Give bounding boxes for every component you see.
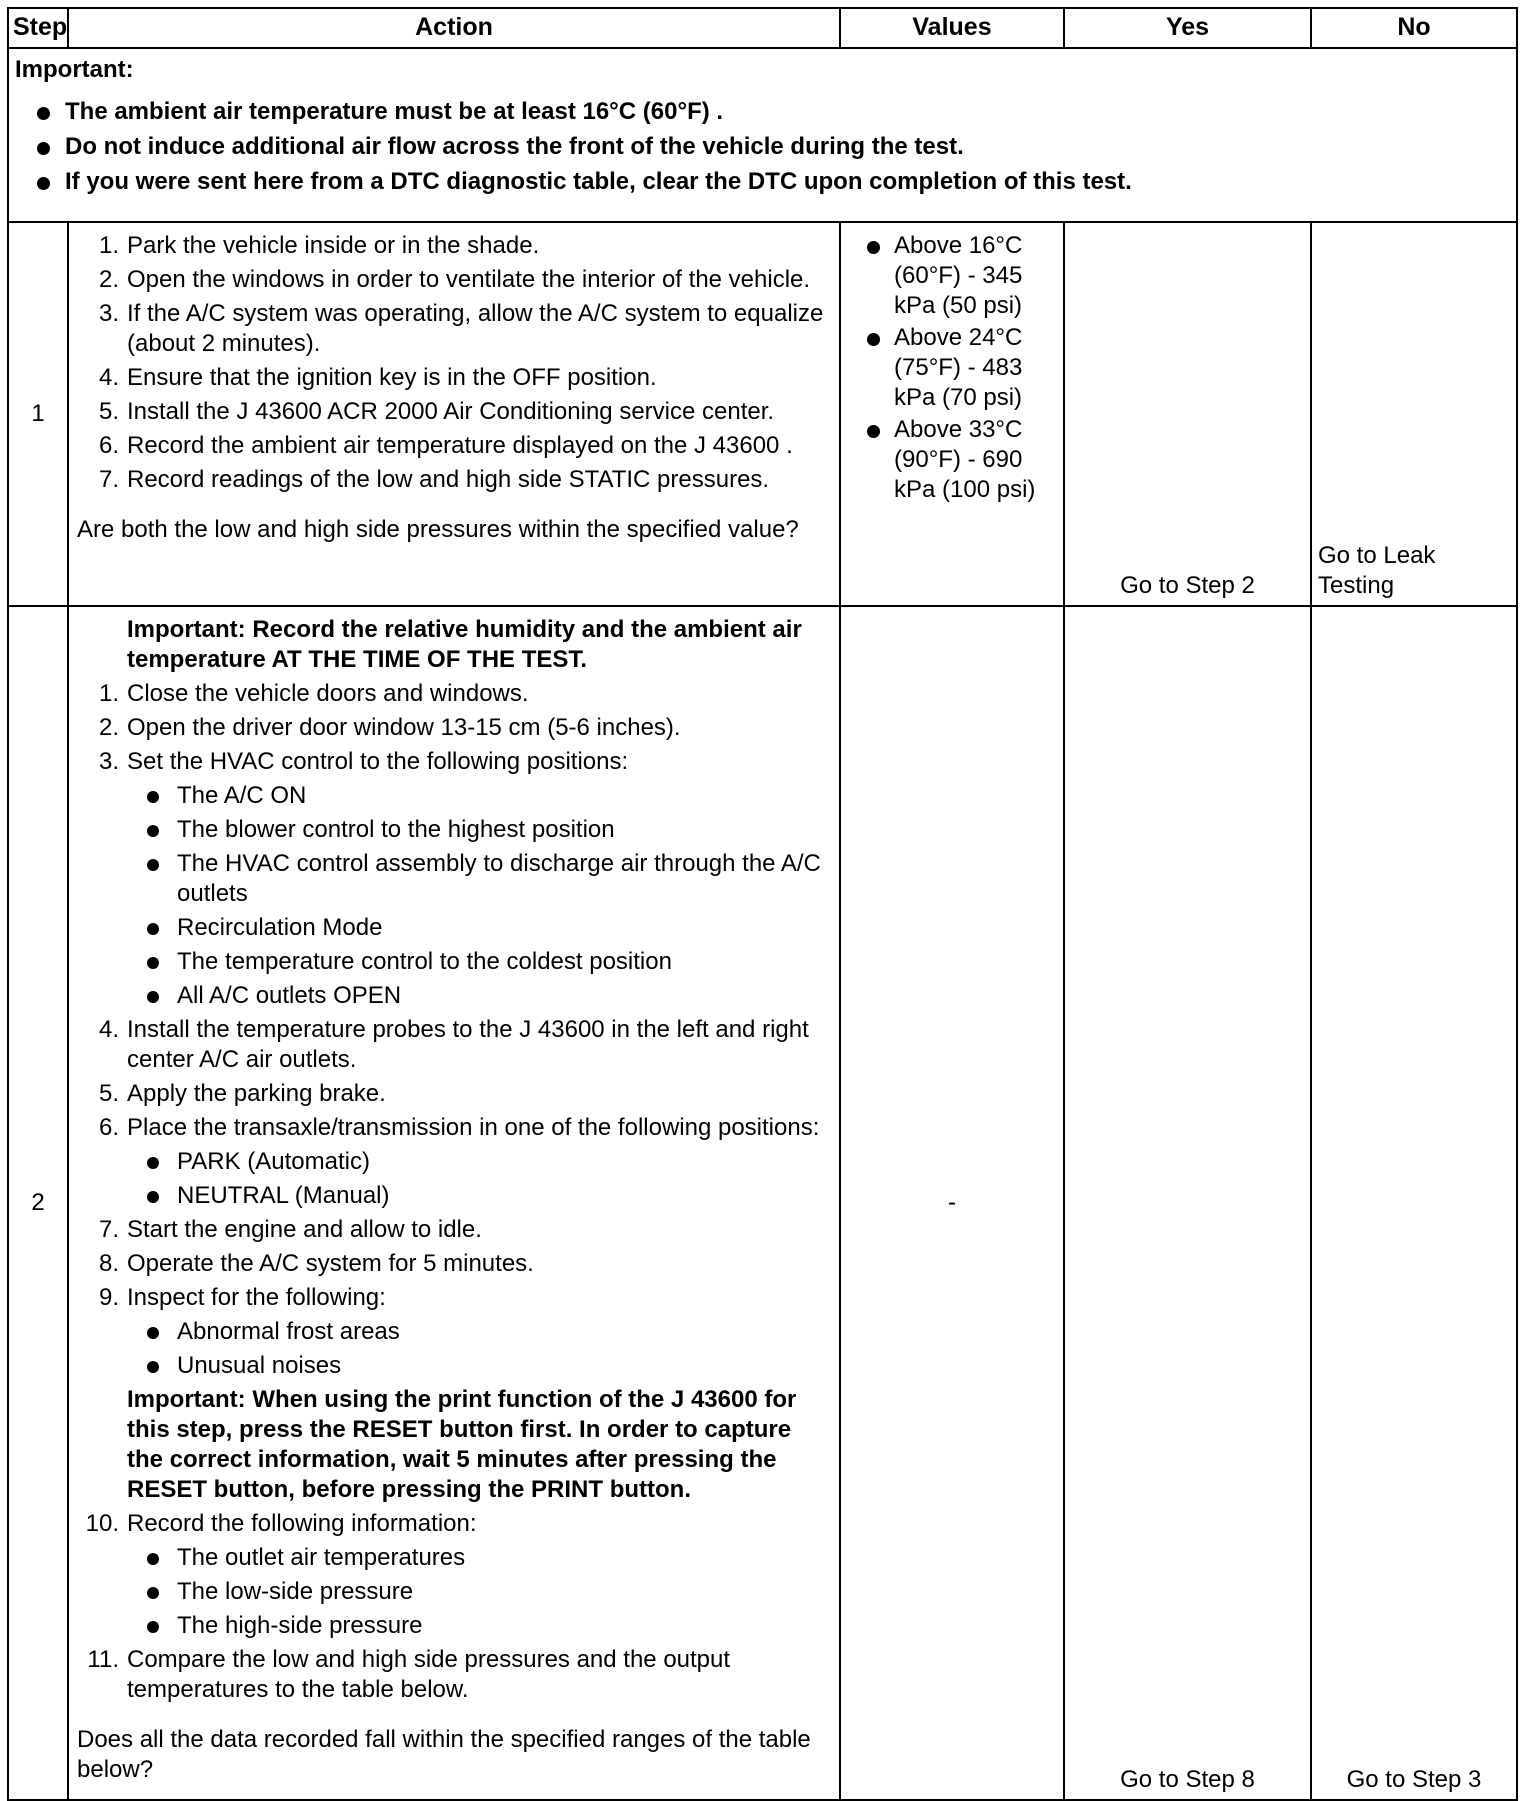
step-number: 2 bbox=[8, 606, 68, 1800]
action-item: 3. Set the HVAC control to the following positions: The A/C ON The blower control to the highest position The HVAC control assembly to discharge air through the A/C outlets Recirculation Mode The temperature control to the coldest position All A/C outlets OPEN bbox=[77, 747, 829, 1011]
header-step: Step bbox=[8, 8, 68, 48]
important-list bbox=[15, 97, 1510, 197]
action-item: 9. Inspect for the following: Abnormal frost areas Unusual noises bbox=[77, 1283, 829, 1381]
sub-item: The A/C ON bbox=[127, 781, 829, 811]
important-cell bbox=[8, 48, 1517, 222]
sub-item: PARK (Automatic) bbox=[127, 1147, 829, 1177]
important-title: Important: bbox=[15, 56, 134, 83]
step-1-values bbox=[840, 222, 1064, 606]
values-list bbox=[849, 231, 1057, 505]
step-number: 1 bbox=[8, 222, 68, 606]
important-item: The ambient air temperature must be at least 16°C (60°F) . bbox=[15, 97, 1510, 127]
important-note: Important: Record the relative humidity and the ambient air temperature AT THE TIME OF THE TEST. bbox=[127, 616, 802, 673]
step-2-question: Does all the data recorded fall within the specified ranges of the table below? bbox=[77, 1726, 811, 1783]
action-item: 5. Install the J 43600 ACR 2000 Air Conditioning service center. bbox=[98, 398, 775, 425]
header-yes: Yes bbox=[1064, 8, 1311, 48]
step-1-row bbox=[8, 222, 1517, 606]
action-item: 1. Close the vehicle doors and windows. bbox=[98, 680, 529, 707]
sub-item: The HVAC control assembly to discharge air through the A/C outlets bbox=[127, 849, 829, 909]
sub-list bbox=[127, 781, 829, 1011]
sub-list bbox=[127, 1317, 829, 1381]
step-1-action bbox=[68, 222, 840, 606]
header-values: Values bbox=[840, 8, 1064, 48]
sub-item: The outlet air temperatures bbox=[127, 1543, 829, 1573]
action-item: 1. Park the vehicle inside or in the shade. bbox=[98, 232, 540, 259]
step-2-no: Go to Step 3 bbox=[1311, 606, 1517, 1800]
sub-item: The high-side pressure bbox=[127, 1611, 829, 1641]
sub-item: The temperature control to the coldest position bbox=[127, 947, 829, 977]
action-item: 6. Record the ambient air temperature displayed on the J 43600 . bbox=[98, 432, 793, 459]
step-2-action-list-continued bbox=[77, 1509, 829, 1705]
sub-item: Unusual noises bbox=[127, 1351, 829, 1381]
action-item: 6. Place the transaxle/transmission in one of the following positions: PARK (Automatic) NEUTRAL (Manual) bbox=[77, 1113, 829, 1211]
diagnostic-table bbox=[7, 7, 1518, 1801]
step-2-yes: Go to Step 8 bbox=[1064, 606, 1311, 1800]
sub-item: Recirculation Mode bbox=[127, 913, 829, 943]
header-no: No bbox=[1311, 8, 1517, 48]
action-item: 10. Record the following information: The outlet air temperatures The low-side pressure The high-side pressure bbox=[77, 1509, 829, 1641]
important-item: Do not induce additional air flow across the front of the vehicle during the test. bbox=[15, 132, 1510, 162]
sub-list bbox=[127, 1543, 829, 1641]
sub-item: The blower control to the highest position bbox=[127, 815, 829, 845]
value-item: Above 16°C (60°F) - 345 kPa (50 psi) bbox=[849, 231, 1057, 321]
value-item: Above 33°C (90°F) - 690 kPa (100 psi) bbox=[849, 415, 1057, 505]
diagnostic-table-page bbox=[7, 7, 1516, 1793]
sub-item: All A/C outlets OPEN bbox=[127, 981, 829, 1011]
important-row bbox=[8, 48, 1517, 222]
step-1-question: Are both the low and high side pressures within the specified value? bbox=[77, 516, 799, 543]
step-2-values: - bbox=[840, 606, 1064, 1800]
sub-item: Abnormal frost areas bbox=[127, 1317, 829, 1347]
header-action: Action bbox=[68, 8, 840, 48]
sub-list bbox=[127, 1147, 829, 1211]
important-note: Important: When using the print function of the J 43600 for this step, press the RESET button first. In order to capture the correct information, wait 5 minutes after pressing the RESET button, before pressing the PRINT button. bbox=[127, 1386, 797, 1503]
step-1-no: Go to Leak Testing bbox=[1311, 222, 1517, 606]
action-item: 11. Compare the low and high side pressures and the output temperatures to the table below. bbox=[87, 1646, 731, 1703]
important-item: If you were sent here from a DTC diagnostic table, clear the DTC upon completion of this test. bbox=[15, 167, 1510, 197]
action-item: 4. Ensure that the ignition key is in the OFF position. bbox=[98, 364, 657, 391]
action-item: 7. Start the engine and allow to idle. bbox=[98, 1216, 482, 1243]
action-item: 5. Apply the parking brake. bbox=[98, 1080, 386, 1107]
action-item: 2. Open the driver door window 13-15 cm (5-6 inches). bbox=[98, 714, 681, 741]
step-2-row bbox=[8, 606, 1517, 1800]
header-row bbox=[8, 8, 1517, 48]
action-item: 7. Record readings of the low and high side STATIC pressures. bbox=[98, 466, 770, 493]
step-2-action bbox=[68, 606, 840, 1800]
sub-item: NEUTRAL (Manual) bbox=[127, 1181, 829, 1211]
value-item: Above 24°C (75°F) - 483 kPa (70 psi) bbox=[849, 323, 1057, 413]
action-item: 3. If the A/C system was operating, allow the A/C system to equalize (about 2 minutes). bbox=[98, 300, 824, 357]
step-2-action-list bbox=[77, 679, 829, 1381]
action-item: 2. Open the windows in order to ventilate the interior of the vehicle. bbox=[98, 266, 811, 293]
action-item: 8. Operate the A/C system for 5 minutes. bbox=[98, 1250, 534, 1277]
action-item: 4. Install the temperature probes to the J 43600 in the left and right center A/C air outlets. bbox=[98, 1016, 809, 1073]
sub-item: The low-side pressure bbox=[127, 1577, 829, 1607]
step-1-yes: Go to Step 2 bbox=[1064, 222, 1311, 606]
step-1-action-list bbox=[77, 231, 829, 495]
